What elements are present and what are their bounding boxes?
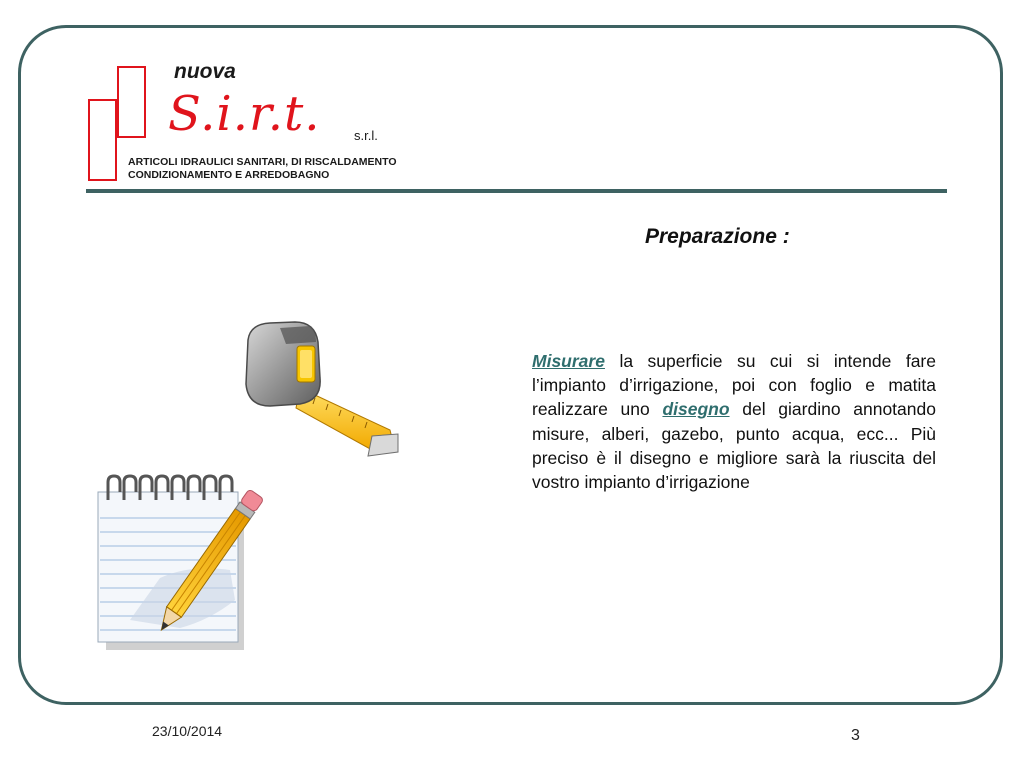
logo-nuova: nuova	[174, 60, 236, 83]
keyword-misurare: Misurare	[532, 351, 605, 371]
tape-measure-icon	[240, 318, 405, 463]
logo-brand: S.i.r.t.	[168, 86, 321, 142]
footer-date: 23/10/2014	[152, 723, 223, 739]
tagline-line-2: CONDIZIONAMENTO E ARREDOBAGNO	[128, 169, 330, 181]
slide-body-text	[532, 349, 936, 494]
notepad-pencil-icon	[90, 470, 290, 655]
body-text-part-1: la superficie su cui si intende fare l’impianto d’irrigazione, poi con foglio e matita realizzare uno	[532, 351, 936, 420]
body-text-part-2: del giardino annotando misure, alberi, gazebo, punto acqua, ecc... Più preciso è il disegno e migliore sarà la riuscita del vostro impianto d’irrigazione	[532, 399, 936, 493]
header-divider	[86, 189, 947, 193]
tagline-line-1: ARTICOLI IDRAULICI SANITARI, DI RISCALDAMENTO	[128, 156, 397, 168]
logo-srl: s.r.l.	[354, 128, 378, 143]
slide-heading: Preparazione :	[645, 225, 790, 248]
keyword-disegno: disegno	[662, 399, 730, 420]
footer-page-number: 3	[851, 727, 860, 744]
company-logo	[86, 58, 426, 183]
logo-tagline	[128, 156, 397, 182]
